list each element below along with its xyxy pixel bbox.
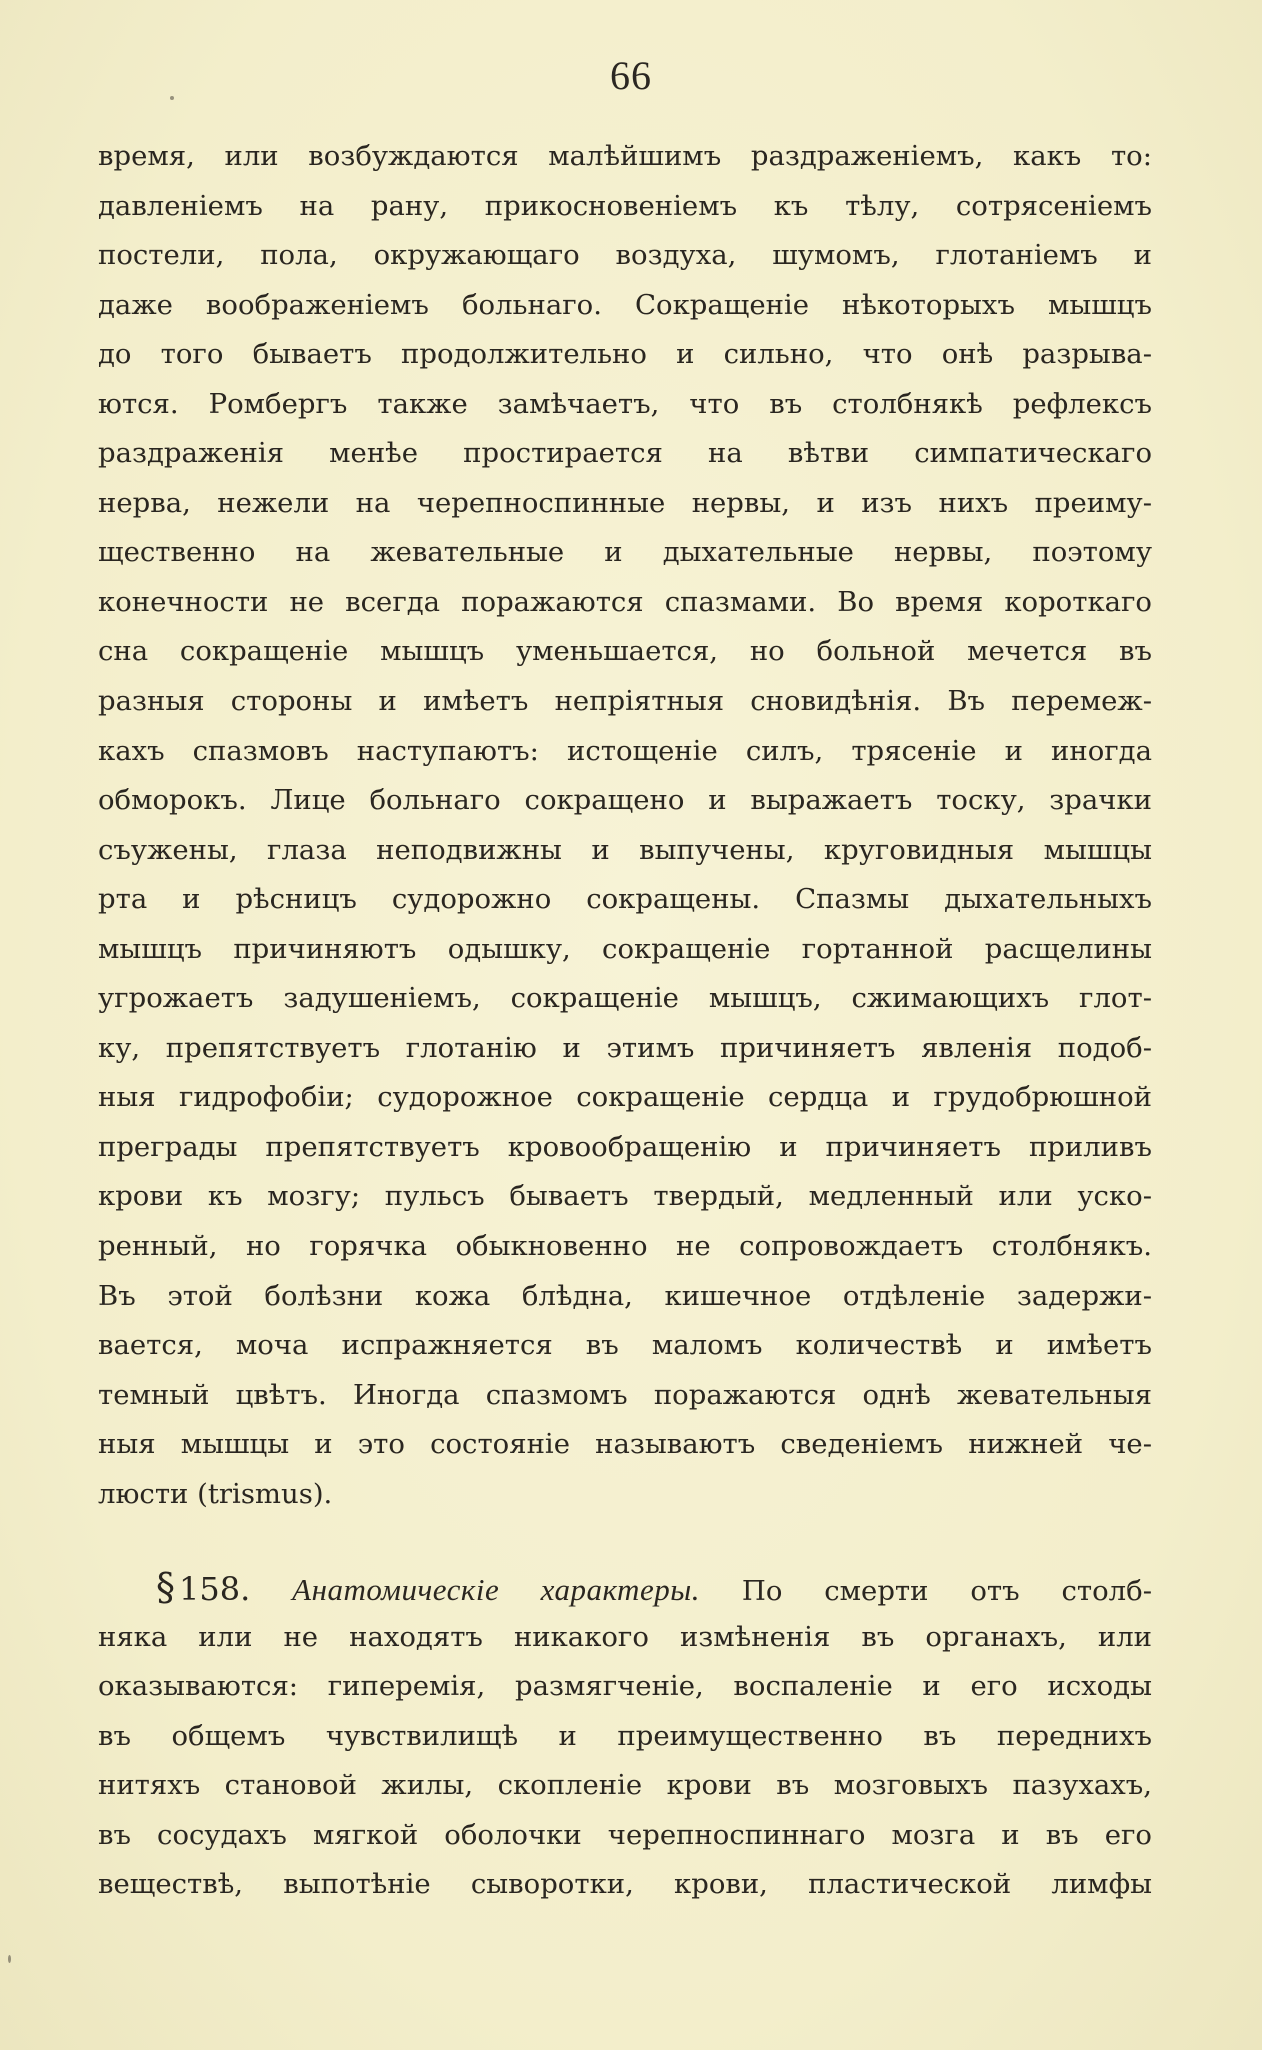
- paper-speck: [170, 96, 174, 100]
- text-line: съужены, глаза неподвижны и выпучены, круговидныя мышцы: [98, 833, 1152, 866]
- text-line: крови къ мозгу; пульсъ бываетъ твердый, медленный или уско-: [98, 1180, 1152, 1213]
- paragraph-body: [98, 132, 1152, 1519]
- text-line: Въ этой болѣзни кожа блѣдна, кишечное отдѣленіе задержи-: [98, 1279, 1152, 1312]
- section-158: [98, 1563, 1152, 1910]
- section-mark: §: [156, 1565, 175, 1609]
- text-line: вается, моча испражняется въ маломъ количествѣ и имѣетъ: [98, 1329, 1152, 1362]
- text-line: нитяхъ становой жилы, скопленіе крови въ мозговыхъ пазухахъ,: [98, 1769, 1152, 1802]
- text-line: преграды препятствуетъ кровообращенію и причиняетъ приливъ: [98, 1130, 1152, 1163]
- text-line: оказываются: гиперемія, размягченіе, воспаленіе и его исходы: [98, 1670, 1152, 1703]
- text-line: ку, препятствуетъ глотанію и этимъ причиняетъ явленія подоб-: [98, 1031, 1152, 1064]
- text-line: щественно на жевательные и дыхательные нервы, поэтому: [98, 536, 1152, 569]
- text-line: темный цвѣтъ. Иногда спазмомъ поражаются однѣ жевательныя: [98, 1378, 1152, 1411]
- text-line: время, или возбуждаются малѣйшимъ раздраженіемъ, какъ то:: [98, 140, 1152, 172]
- page-number: 66: [610, 53, 652, 98]
- section-first-line-text: По смерти отъ столб-: [741, 1575, 1152, 1607]
- text-line: рта и рѣсницъ судорожно сокращены. Спазмы дыхательныхъ: [98, 883, 1152, 916]
- text-line: ныя гидрофобіи; судорожное сокращеніе сердца и грудобрюшной: [98, 1081, 1152, 1114]
- text-line: угрожаетъ задушеніемъ, сокращеніе мышцъ, сжимающихъ глот-: [98, 982, 1152, 1015]
- text-line: няка или не находятъ никакого измѣненія въ органахъ, или: [98, 1620, 1152, 1653]
- text-line: въ сосудахъ мягкой оболочки черепноспиннаго мозга и въ его: [98, 1818, 1152, 1851]
- text-line: ныя мышцы и это состояніе называютъ сведеніемъ нижней че-: [98, 1428, 1152, 1461]
- text-line: постели, пола, окружающаго воздуха, шумомъ, глотаніемъ и: [98, 239, 1152, 272]
- section-heading-line: [98, 1563, 1152, 1613]
- text-line: нерва, нежели на черепноспинные нервы, и изъ нихъ преиму-: [98, 486, 1152, 519]
- text-line: ренный, но горячка обыкновенно не сопровождаетъ столбнякъ.: [98, 1230, 1152, 1263]
- text-line: люсти (trismus).: [98, 1477, 333, 1510]
- text-line: веществѣ, выпотѣніе сыворотки, крови, пластической лимфы: [98, 1868, 1152, 1901]
- text-line: кахъ спазмовъ наступаютъ: истощеніе силъ, трясеніе и иногда: [98, 734, 1152, 767]
- text-line: мышцъ причиняютъ одышку, сокращеніе гортанной расщелины: [98, 932, 1152, 965]
- text-line: обморокъ. Лице больнаго сокращено и выражаетъ тоску, зрачки: [98, 784, 1152, 817]
- text-line: разныя стороны и имѣетъ непріятныя сновидѣнія. Въ перемеж-: [98, 685, 1152, 718]
- text-line: давленіемъ на рану, прикосновеніемъ къ тѣлу, сотрясеніемъ: [98, 189, 1152, 222]
- text-line: сна сокращеніе мышцъ уменьшается, но больной мечется въ: [98, 635, 1152, 668]
- section-title: Анатомическіе характеры.: [292, 1572, 700, 1607]
- text-line: раздраженія менѣе простирается на вѣтви симпатическаго: [98, 437, 1152, 470]
- paper-speck: [8, 1955, 11, 1963]
- text-line: въ общемъ чувствилищѣ и преимущественно въ переднихъ: [98, 1719, 1152, 1752]
- text-line: конечности не всегда поражаются спазмами. Во время короткаго: [98, 585, 1152, 618]
- text-line: до того бываетъ продолжительно и сильно, что онѣ разрыва-: [98, 338, 1152, 371]
- text-line: ются. Ромбергъ также замѣчаетъ, что въ столбнякѣ рефлексъ: [98, 387, 1152, 420]
- section-number: 158.: [179, 1570, 251, 1608]
- text-line: даже воображеніемъ больнаго. Сокращеніе нѣкоторыхъ мышцъ: [98, 288, 1152, 321]
